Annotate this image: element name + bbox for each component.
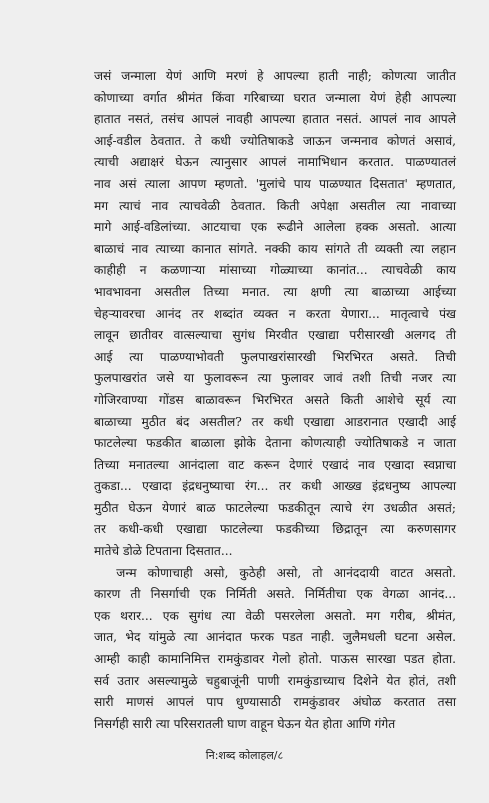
text-line: लावून छातीवर वात्सल्याचा सुगंध मिरवीत एखाद्या परीसारखी अलगद ती	[94, 328, 456, 343]
text-line: बाळाच्या मुठीत बंद असतील? तर कधी एखाद्या आडरानात एखादी आई	[94, 414, 456, 429]
text-line: बाळाचं नाव त्याच्या कानात सांगते. नक्की काय सांगते ती व्यक्ती त्या लहान	[94, 241, 456, 256]
text-line: मातेचे डोळे टिपताना दिसतात...	[94, 544, 233, 559]
text-line: आई त्या पाळण्याभोवती फुलपाखरांसारखी भिरभिरत असते. तिची	[94, 349, 456, 364]
text-line: निसर्गही सारी त्या परिसरातली घाण वाहून घेऊन येत होता आणि गंगेत	[94, 716, 396, 731]
text-line: कारण ती निसर्गाची एक निर्मिती असते. निर्मितीचा एक वेगळा आनंद...	[94, 587, 456, 602]
text-line: त्याची अद्याक्षरं घेऊन त्यानुसार आपलं नामाभिधान करतात. पाळण्यातलं	[94, 155, 456, 170]
text-line: एक थरार... एक सुगंध त्या वेळी पसरलेला असतो. मग गरीब, श्रीमंत,	[94, 608, 456, 623]
text-line: सारी माणसं आपलं पाप धुण्यासाठी रामकुंडावर अंघोळ करतात तसा	[94, 695, 456, 710]
text-line: जन्म कोणाचाही असो, कुठेही असो, तो आनंददायी वाटत असतो.	[94, 565, 456, 580]
text-line: मागे आई-वडिलांच्या. आटयाचा एक रूढीने आलेला हक्क असतो. आत्या	[94, 220, 456, 235]
body-text	[94, 66, 456, 735]
text-line: भावभावना असतील तिच्या मनात. त्या क्षणी त्या बाळाच्या आईच्या	[94, 284, 456, 299]
text-line: सर्व उतार असल्यामुळे चहुबाजूंनी पाणी रामकुंडाच्याच दिशेने येत होतं, तशी	[94, 673, 456, 688]
text-line: मुठीत घेऊन येणारं बाळ फाटलेल्या फडकीतून त्याचे रंग उधळीत असतं;	[94, 500, 456, 515]
text-line: तिच्या मनातल्या आनंदाला वाट करून देणारं एखादं नाव एखादा स्वप्नाचा	[94, 457, 456, 472]
text-line: आम्ही काही कामानिमित्त रामकुंडावर गेलो होतो. पाऊस सारखा पडत होता.	[94, 652, 456, 667]
text-line: तुकडा... एखादा इंद्रधनुष्याचा रंग... तर कधी आख्ख इंद्रधनुष्य आपल्या	[94, 479, 456, 494]
text-line: गोजिरवाण्या गोंडस बाळावरून भिरभिरत असते किती आशेचे सूर्य त्या	[94, 392, 456, 407]
text-line: चेहऱ्यावरचा आनंद तर शब्दांत व्यक्त न करता येणारा... मातृत्वाचे पंख	[94, 306, 456, 321]
text-line: मग त्याचं नाव त्याचवेळी ठेवतात. किती अपेक्षा असतील त्या नावाच्या	[94, 198, 456, 213]
text-line: फाटलेल्या फडकीत बाळाला झोके देताना कोणत्याही ज्योतिषाकडे न जाता	[94, 436, 456, 451]
text-line: जसं जन्माला येणं आणि मरणं हे आपल्या हाती नाही; कोणत्या जातीत	[94, 69, 456, 83]
text-line: नाव असं त्याला आपण म्हणतो. 'मुलांचे पाय पाळण्यात दिसतात' म्हणतात,	[94, 176, 456, 191]
text-line: हातात नसतं, तसंच आपलं नावही आपल्या हातात नसतं. आपलं नाव आपले	[94, 112, 456, 127]
page-footer: नि:शब्द कोलाहल/८	[205, 749, 284, 762]
text-line: आई-वडील ठेवतात. ते कधी ज्योतिषाकडे जाऊन जन्मनाव कोणतं असावं,	[94, 133, 456, 148]
text-line: काहीही न कळणाऱ्या मांसाच्या गोळ्याच्या कानांत... त्याचवेळी काय	[94, 263, 456, 278]
text-line: तर कधी-कधी एखाद्या फाटलेल्या फडकीच्या छिद्रातून त्या करुणसागर	[94, 522, 456, 537]
text-line: कोणाच्या वर्गात श्रीमंत किंवा गरिबाच्या घरात जन्माला येणं हेही आपल्या	[94, 90, 456, 105]
text-line: फुलपाखरांत जसे या फुलावरून त्या फुलावर जावं तशी तिची नजर त्या	[94, 371, 456, 386]
text-line: जात, भेद यांमुळे त्या आनंदात फरक पडत नाही. जुलैमधली घटना असेल.	[94, 630, 456, 645]
